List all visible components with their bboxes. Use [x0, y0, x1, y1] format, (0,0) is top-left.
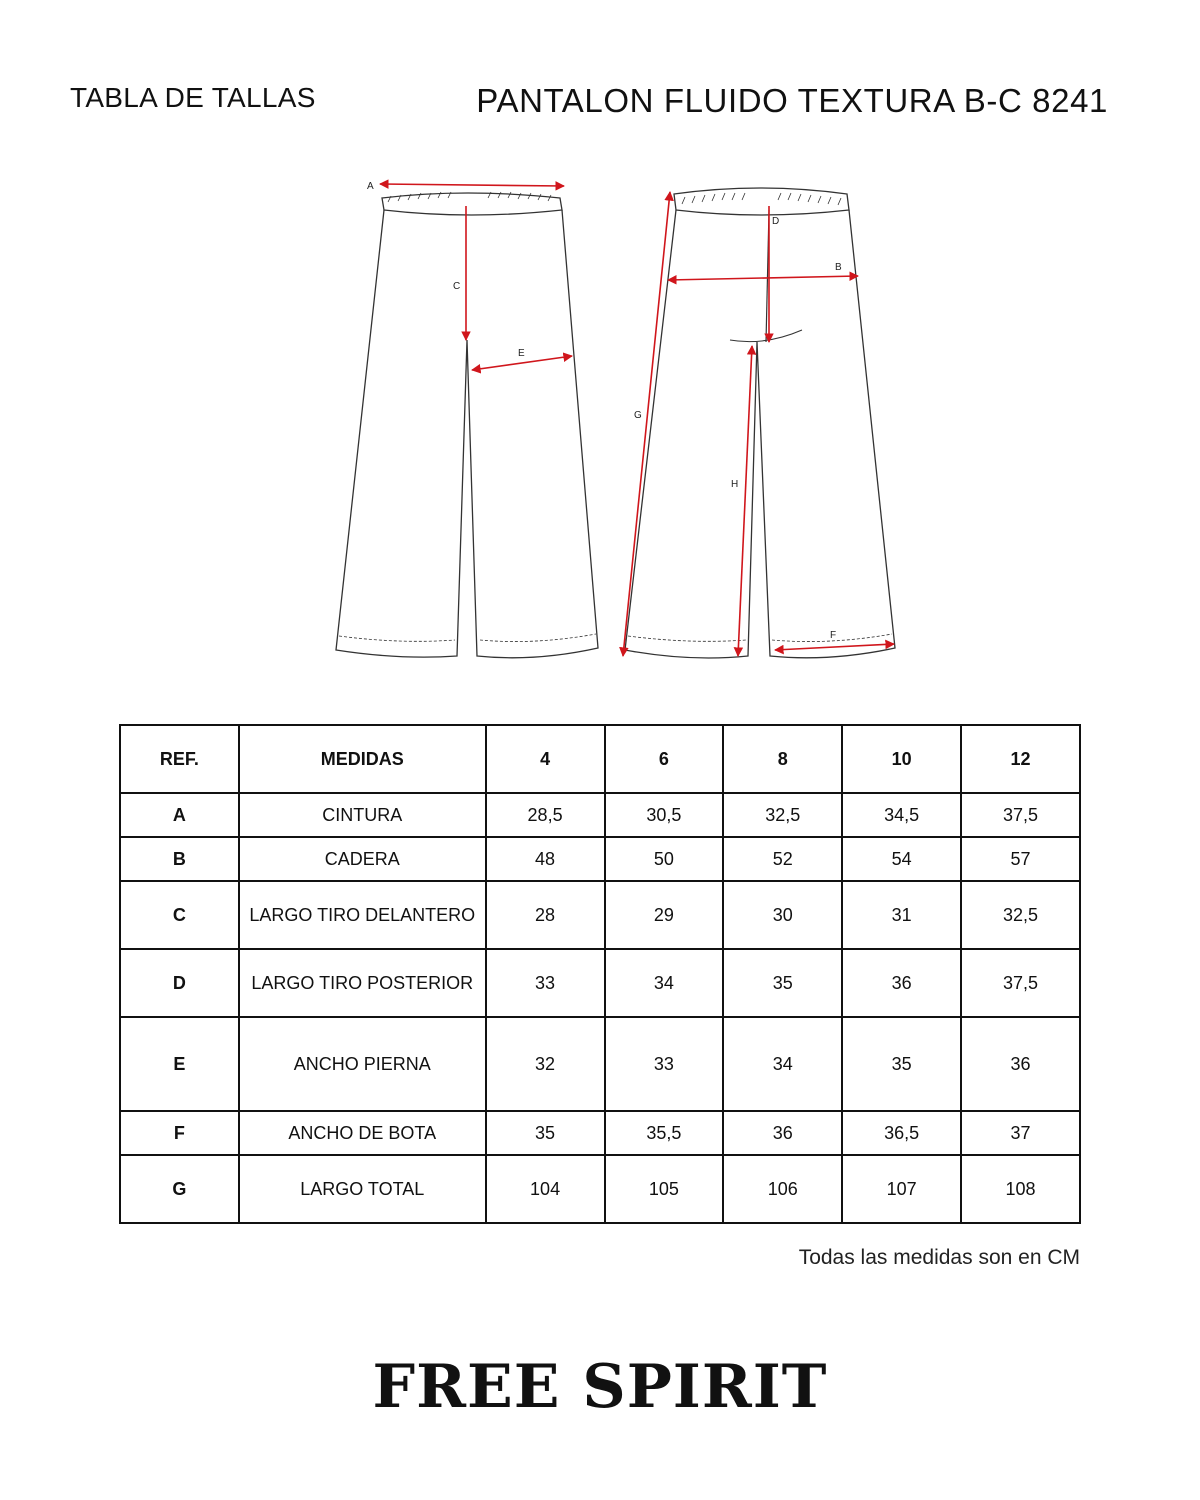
row-value: 48 [486, 837, 605, 881]
row-value: 57 [961, 837, 1080, 881]
label-f: F [830, 630, 837, 641]
row-value: 104 [486, 1155, 605, 1223]
row-value: 30,5 [605, 793, 724, 837]
row-value: 35 [723, 949, 842, 1017]
row-value: 28 [486, 881, 605, 949]
row-value: 32,5 [723, 793, 842, 837]
row-value: 36 [842, 949, 961, 1017]
arrow-a [380, 184, 564, 186]
brand-logo: FREE SPIRIT [372, 1352, 828, 1422]
row-ref: A [120, 793, 239, 837]
row-value: 33 [605, 1017, 724, 1111]
row-medida: CADERA [239, 837, 486, 881]
row-value: 31 [842, 881, 961, 949]
back-view-sketch [625, 188, 895, 658]
header-size-12: 12 [961, 725, 1080, 793]
row-medida: ANCHO DE BOTA [239, 1111, 486, 1155]
row-medida: CINTURA [239, 793, 486, 837]
table-row [120, 837, 1080, 881]
row-value: 36,5 [842, 1111, 961, 1155]
row-value: 28,5 [486, 793, 605, 837]
row-value: 29 [605, 881, 724, 949]
row-value: 36 [961, 1017, 1080, 1111]
row-value: 37,5 [961, 949, 1080, 1017]
label-g: G [634, 410, 642, 421]
row-ref: F [120, 1111, 239, 1155]
row-value: 34 [723, 1017, 842, 1111]
table-row [120, 881, 1080, 949]
pants-measurement-diagram [320, 170, 920, 670]
header-size-10: 10 [842, 725, 961, 793]
size-chart-title: TABLA DE TALLAS [70, 82, 316, 113]
table-row [120, 1155, 1080, 1223]
arrow-b [668, 276, 858, 280]
row-medida: LARGO TIRO DELANTERO [239, 881, 486, 949]
row-value: 32,5 [961, 881, 1080, 949]
table-header-row [120, 725, 1080, 793]
header-ref: REF. [120, 725, 239, 793]
row-value: 50 [605, 837, 724, 881]
row-value: 30 [723, 881, 842, 949]
row-value: 37,5 [961, 793, 1080, 837]
label-a: A [367, 181, 374, 192]
row-ref: C [120, 881, 239, 949]
header-size-4: 4 [486, 725, 605, 793]
row-value: 35 [486, 1111, 605, 1155]
row-value: 34,5 [842, 793, 961, 837]
row-value: 37 [961, 1111, 1080, 1155]
row-value: 105 [605, 1155, 724, 1223]
row-value: 33 [486, 949, 605, 1017]
row-value: 107 [842, 1155, 961, 1223]
units-footnote: Todas las medidas son en CM [798, 1246, 1080, 1269]
label-c: C [453, 281, 461, 292]
label-b: B [835, 262, 842, 273]
row-value: 108 [961, 1155, 1080, 1223]
row-medida: LARGO TIRO POSTERIOR [239, 949, 486, 1017]
row-value: 106 [723, 1155, 842, 1223]
product-title: PANTALON FLUIDO TEXTURA B-C 8241 [476, 82, 1108, 119]
front-view-sketch [336, 192, 598, 658]
row-ref: G [120, 1155, 239, 1223]
row-value: 35 [842, 1017, 961, 1111]
arrow-f [775, 644, 894, 650]
arrow-g [623, 192, 670, 656]
row-medida: LARGO TOTAL [239, 1155, 486, 1223]
table-row [120, 1111, 1080, 1155]
table-row [120, 793, 1080, 837]
header-size-6: 6 [605, 725, 724, 793]
table-row [120, 949, 1080, 1017]
label-d: D [772, 216, 780, 227]
header-size-8: 8 [723, 725, 842, 793]
label-e: E [518, 348, 525, 359]
label-h: H [731, 479, 739, 490]
row-value: 54 [842, 837, 961, 881]
row-medida: ANCHO PIERNA [239, 1017, 486, 1111]
row-value: 35,5 [605, 1111, 724, 1155]
row-ref: B [120, 837, 239, 881]
row-value: 34 [605, 949, 724, 1017]
row-ref: D [120, 949, 239, 1017]
row-value: 52 [723, 837, 842, 881]
table-row [120, 1017, 1080, 1111]
row-value: 36 [723, 1111, 842, 1155]
size-table [119, 724, 1081, 1224]
row-value: 32 [486, 1017, 605, 1111]
row-ref: E [120, 1017, 239, 1111]
header-medidas: MEDIDAS [239, 725, 486, 793]
